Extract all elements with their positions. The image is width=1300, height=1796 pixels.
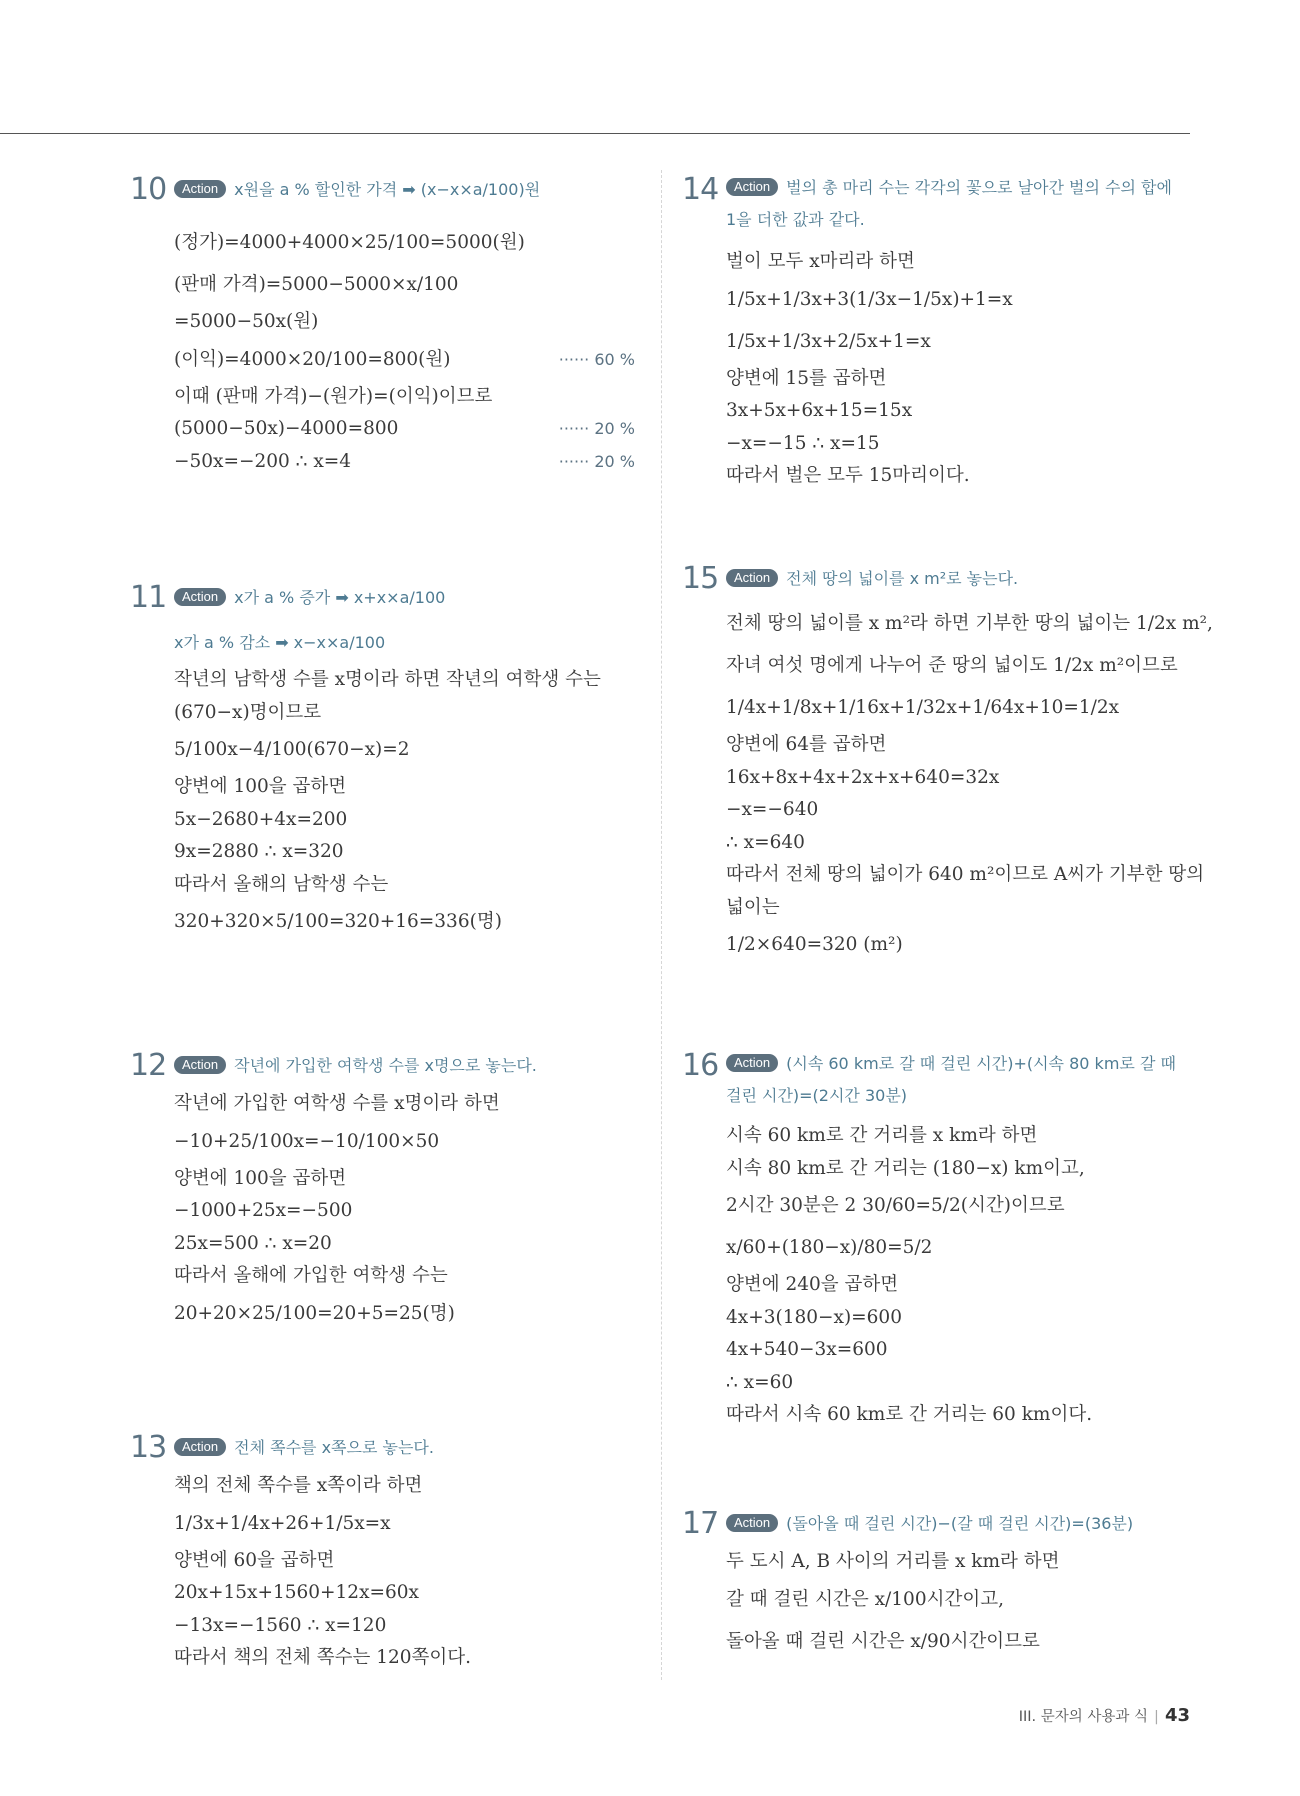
solution-body (726, 246, 1192, 493)
solution-line: 시속 80 km로 간 거리는 (180−x) km이고, (726, 1157, 1085, 1179)
solution-line: 자녀 여섯 명에게 나누어 준 땅의 넓이도 1/2x m²이므로 (726, 655, 1178, 676)
solution-line: (670−x)명이므로 (174, 701, 322, 723)
chapter-title: III. 문자의 사용과 식 (1018, 1709, 1149, 1725)
solution-body (726, 603, 1213, 966)
solution-line: 따라서 시속 60 km로 간 거리는 60 km이다. (726, 1404, 1093, 1425)
solution-line: 작년의 남학생 수를 x명이라 하면 작년의 여학생 수는 (174, 669, 601, 690)
solution-line: 1/3x+1/4x+26+1/5x=x (174, 1512, 391, 1534)
score-mark: ······ 60 % (558, 349, 635, 369)
solution-line: 320+320×5/100=320+16=336(명) (174, 911, 502, 932)
action-badge: Action (726, 569, 778, 587)
solution-line: 3x+5x+6x+15=15x (726, 400, 913, 421)
solution-line: 갈 때 걸린 시간은 x/100시간이고, (726, 1588, 1004, 1610)
solution-line: 20x+15x+1560+12x=60x (174, 1582, 419, 1603)
action-badge: Action (726, 1514, 778, 1532)
solution-body (174, 222, 635, 478)
solution-body (174, 1470, 635, 1675)
page-number: 43 (1164, 1705, 1190, 1726)
solution-line: 전체 땅의 넓이를 x m²라 하면 기부한 땅의 넓이는 1/2x m², (726, 613, 1213, 634)
solution-line: 작년에 가입한 여학생 수를 x명이라 하면 (174, 1093, 500, 1114)
action-hint: Action 전체 쪽수를 x쪽으로 놓는다. (174, 1436, 434, 1460)
action-badge: Action (726, 178, 778, 196)
action-hint: Action (돌아올 때 걸린 시간)−(갈 때 걸린 시간)=(36분) (726, 1512, 1133, 1536)
solution-line: −1000+25x=−500 (174, 1200, 353, 1221)
solution-line: ∴ x=60 (726, 1371, 794, 1393)
solution-line: 20+20×25/100=20+5=25(명) (174, 1302, 455, 1324)
solution-line: 시속 60 km로 간 거리를 x km라 하면 (726, 1125, 1038, 1146)
problem-number: 14 (682, 172, 719, 207)
solution-line: 따라서 전체 땅의 넓이가 640 m²이므로 A씨가 기부한 땅의 (726, 864, 1205, 885)
solution-body (726, 1546, 1192, 1663)
solution-line: 4x+540−3x=600 (726, 1339, 888, 1360)
solution-line: 따라서 올해의 남학생 수는 (174, 873, 389, 895)
action-hint: Action (시속 60 km로 갈 때 걸린 시간)+(시속 80 km로 갈 때 걸린 시간)=(2시간 30분) (726, 1054, 1176, 1105)
solution-line: −50x=−200 ∴ x=4 (174, 450, 352, 472)
score-mark: ······ 20 % (558, 419, 635, 438)
solution-body (726, 1120, 1192, 1432)
action-badge: Action (726, 1054, 778, 1072)
action-badge: Action (174, 1438, 226, 1456)
action-hint: Action x원을 a % 할인한 가격 ➡ (x−x×a/100)원 (174, 178, 540, 202)
solution-line: 양변에 100을 곱하면 (174, 776, 347, 797)
solution-line: 25x=500 ∴ x=20 (174, 1232, 332, 1254)
solution-line: ∴ x=640 (726, 831, 805, 853)
page-footer: III. 문자의 사용과 식 | 43 (1018, 1705, 1190, 1726)
solution-line: 책의 전체 쪽수를 x쪽이라 하면 (174, 1475, 423, 1496)
solution-line: 양변에 100을 곱하면 (174, 1167, 347, 1189)
solution-line: x가 a % 감소 ➡ x−x×a/100 (174, 633, 386, 652)
action-badge: Action (174, 180, 226, 198)
solution-line: =5000−50x(원) (174, 311, 319, 332)
solution-line: 이때 (판매 가격)−(원가)=(이익)이므로 (174, 385, 493, 407)
solution-line: 2시간 30분은 2 30/60=5/2(시간)이므로 (726, 1195, 1065, 1216)
top-rule (0, 133, 1190, 134)
solution-line: (정가)=4000+4000×25/100=5000(원) (174, 232, 525, 253)
solution-line: 4x+3(180−x)=600 (726, 1306, 902, 1328)
problem-number: 16 (682, 1048, 719, 1083)
action-badge: Action (174, 1056, 226, 1074)
action-hint: Action 전체 땅의 넓이를 x m²로 놓는다. (726, 567, 1018, 591)
column-divider (661, 170, 662, 1680)
solution-line: −13x=−1560 ∴ x=120 (174, 1614, 387, 1636)
problem-number: 17 (682, 1506, 719, 1541)
solution-line: 두 도시 A, B 사이의 거리를 x km라 하면 (726, 1551, 1060, 1572)
solution-line: 따라서 책의 전체 쪽수는 120쪽이다. (174, 1647, 472, 1668)
solution-line: 따라서 벌은 모두 15마리이다. (726, 465, 970, 486)
solution-line: 양변에 60을 곱하면 (174, 1549, 335, 1571)
action-hint: Action 작년에 가입한 여학생 수를 x명으로 놓는다. (174, 1054, 537, 1078)
solution-line: 넓이는 (726, 896, 780, 918)
solution-line: 1/4x+1/8x+1/16x+1/32x+1/64x+10=1/2x (726, 697, 1120, 718)
solution-line: 양변에 64를 곱하면 (726, 734, 887, 755)
solution-line: 양변에 240을 곱하면 (726, 1274, 899, 1295)
score-mark: ······ 20 % (558, 451, 635, 471)
solution-line: (5000−50x)−4000=800 (174, 418, 399, 439)
solution-line: (판매 가격)=5000−5000×x/100 (174, 274, 459, 295)
problem-number: 15 (682, 561, 719, 596)
action-hint: Action x가 a % 증가 ➡ x+x×a/100 (174, 586, 445, 610)
problem-number: 13 (130, 1430, 167, 1465)
solution-line: 1/5x+1/3x+3(1/3x−1/5x)+1=x (726, 288, 1013, 310)
solution-line: 1/2×640=320 (m²) (726, 934, 903, 955)
solution-line: −10+25/100x=−10/100×50 (174, 1130, 440, 1152)
solution-line: 돌아올 때 걸린 시간은 x/90시간이므로 (726, 1630, 1040, 1652)
solution-body (174, 1088, 635, 1335)
solution-line: 1/5x+1/3x+2/5x+1=x (726, 330, 931, 352)
solution-line: 따라서 올해에 가입한 여학생 수는 (174, 1265, 448, 1286)
problem-number: 11 (130, 580, 167, 615)
solution-line: 5x−2680+4x=200 (174, 808, 348, 830)
solution-line: 9x=2880 ∴ x=320 (174, 841, 344, 862)
solution-line: (이익)=4000×20/100=800(원) (174, 348, 451, 370)
solution-body (174, 622, 635, 943)
solution-line: 양변에 15를 곱하면 (726, 367, 887, 389)
problem-number: 10 (130, 172, 167, 207)
solution-line: 벌이 모두 x마리라 하면 (726, 251, 915, 272)
problem-number: 12 (130, 1048, 167, 1083)
solution-line: x/60+(180−x)/80=5/2 (726, 1237, 933, 1258)
solution-line: −x=−15 ∴ x=15 (726, 432, 880, 454)
solution-line: 16x+8x+4x+2x+x+640=32x (726, 766, 1000, 788)
solution-line: −x=−640 (726, 799, 819, 820)
solution-line: 5/100x−4/100(670−x)=2 (174, 739, 410, 760)
action-badge: Action (174, 588, 226, 606)
action-hint: Action 벌의 총 마리 수는 각각의 꽃으로 날아간 벌의 수의 합에 1을 더한 값과 같다. (726, 178, 1172, 229)
